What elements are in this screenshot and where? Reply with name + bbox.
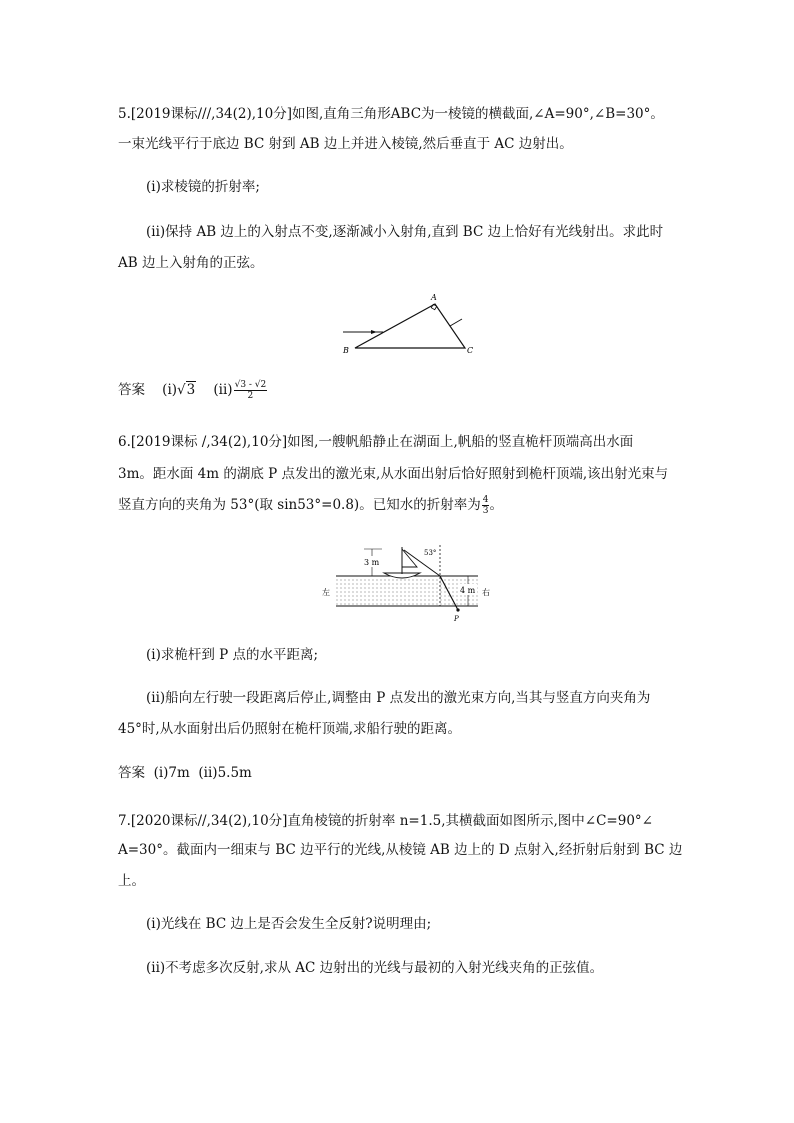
label-4m: 4 m <box>460 586 476 595</box>
q6-line-2: 3m。距水面 4m 的湖底 P 点发出的激光束,从水面出射后恰好照射到桅杆顶端,该出射光束与 <box>118 466 669 482</box>
q7-sub-2: (ii)不考虑多次反射,求从 AC 边射出的光线与最初的入射光线夹角的正弦值。 <box>146 960 604 976</box>
answer-label: 答案 <box>118 382 145 398</box>
fraction-numerator: √3 - √2 <box>234 380 267 390</box>
q5-prism-figure <box>335 290 485 360</box>
q6-line-3 <box>118 495 503 516</box>
q6-line-3-end: 。 <box>489 497 503 513</box>
label-3m: 3 m <box>364 558 380 567</box>
label-angle: 53° <box>424 549 437 557</box>
q5-line-1: 5.[2019课标///,34(2),10分]如图,直角三角形ABC为一棱镜的横截面,∠A=90°,∠B=30°。 <box>118 106 664 122</box>
exit-ray <box>450 319 462 326</box>
sqrt-radicand: 3 <box>186 382 196 398</box>
q7-line-1: 7.[2020课标//,34(2),10分]直角棱镜的折射率 n=1.5,其横截面如图所示,图中∠C=90°∠ <box>118 813 653 829</box>
q6-boat-figure <box>320 543 496 623</box>
label-P: P <box>454 615 459 623</box>
q6-sub-2a: (ii)船向左行驶一段距离后停止,调整由 P 点发出的激光束方向,当其与竖直方向夹角为 <box>146 690 651 706</box>
ratio-denominator: 3 <box>482 506 489 516</box>
label-B: B <box>343 346 349 355</box>
q7-sub-1: (i)光线在 BC 边上是否会发生全反射?说明理由; <box>146 916 432 932</box>
q6-line-3-text: 竖直方向的夹角为 53°(取 sin53°=0.8)。已知水的折射率为 <box>118 497 481 513</box>
answer-1-prefix: (i) <box>162 382 178 398</box>
q6-sub-2b: 45°时,从水面射出后仍照射在桅杆顶端,求船行驶的距离。 <box>118 721 462 737</box>
sqrt-expression: √3 <box>177 382 196 398</box>
answer-2-prefix: (ii) <box>213 382 233 398</box>
q7-line-2: A=30°。截面内一细束与 BC 边平行的光线,从棱镜 AB 边上的 D 点射入,经折射后射到 BC 边 <box>118 842 683 858</box>
label-A: A <box>431 293 437 302</box>
ray-arrow <box>371 330 377 334</box>
q5-sub-1: (i)求棱镜的折射率; <box>146 179 260 195</box>
q5-sub-2b: AB 边上入射角的正弦。 <box>118 255 264 271</box>
answer-2-fraction <box>234 380 268 401</box>
q6-sub-1: (i)求桅杆到 P 点的水平距离; <box>146 647 319 663</box>
label-C: C <box>467 346 474 355</box>
q5-line-2: 一束光线平行于底边 BC 射到 AB 边上并进入棱镜,然后垂直于 AC 边射出。 <box>118 136 573 152</box>
label-right: 右 <box>482 588 490 597</box>
label-left: 左 <box>322 588 330 597</box>
q5-answer <box>118 380 267 401</box>
fraction-denominator: 2 <box>247 391 254 401</box>
q7-line-3: 上。 <box>118 873 145 889</box>
q5-sub-2a: (ii)保持 AB 边上的入射点不变,逐渐减小入射角,直到 BC 边上恰好有光线射出。求此时 <box>146 224 664 240</box>
q6-answer: 答案 (i)7m (ii)5.5m <box>118 765 252 781</box>
water-body <box>336 576 478 606</box>
q6-line-1: 6.[2019课标 /,34(2),10分]如图,一艘帆船静止在湖面上,帆船的竖直桅杆顶端高出水面 <box>118 434 634 450</box>
ratio-numerator: 4 <box>482 495 489 505</box>
prism-triangle <box>355 304 465 348</box>
point-P <box>456 608 459 611</box>
